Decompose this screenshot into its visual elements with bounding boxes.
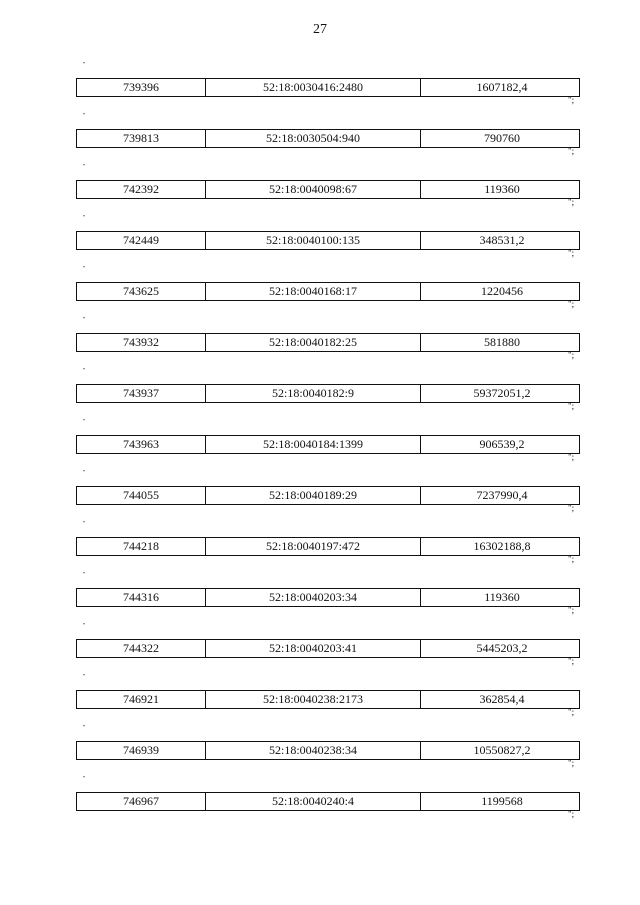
table-row — [76, 180, 580, 199]
table-row — [76, 129, 580, 148]
record-id-cell: 743932 — [77, 334, 206, 351]
close-quote-mark: "; — [568, 656, 575, 666]
close-quote-mark: "; — [568, 758, 575, 768]
table-row-block — [76, 776, 580, 836]
value-cell — [421, 79, 579, 96]
close-quote-mark: "; — [568, 248, 575, 258]
cadastral-number-cell: 52:18:0030504:940 — [206, 130, 421, 147]
value-cell — [421, 232, 579, 249]
value-cell — [421, 538, 579, 555]
value-cell — [421, 487, 579, 504]
open-quote-mark: " — [83, 521, 86, 527]
open-quote-mark: " — [83, 113, 86, 119]
value-text: 119360 — [484, 182, 520, 196]
close-quote-mark: "; — [568, 809, 575, 819]
value-text: 7237990,4 — [476, 488, 528, 502]
table-row — [76, 78, 580, 97]
value-cell — [421, 283, 579, 300]
page-number: 27 — [313, 22, 327, 37]
open-quote-mark: " — [83, 419, 86, 425]
table-row — [76, 282, 580, 301]
value-text: 10550827,2 — [473, 743, 531, 757]
value-cell — [421, 181, 579, 198]
value-text: 362854,4 — [479, 692, 525, 706]
record-id-cell: 744055 — [77, 487, 206, 504]
open-quote-mark: " — [83, 776, 86, 782]
cadastral-number-cell: 52:18:0030416:2480 — [206, 79, 421, 96]
table-row — [76, 741, 580, 760]
open-quote-mark: " — [83, 368, 86, 374]
cadastral-number-cell: 52:18:0040240:4 — [206, 793, 421, 810]
open-quote-mark: " — [83, 266, 86, 272]
open-quote-mark: " — [83, 62, 86, 68]
close-quote-mark: "; — [568, 95, 575, 105]
value-cell — [421, 589, 579, 606]
record-id-cell: 744316 — [77, 589, 206, 606]
value-cell — [421, 385, 579, 402]
record-id-cell: 743937 — [77, 385, 206, 402]
close-quote-mark: "; — [568, 605, 575, 615]
record-id-cell: 742449 — [77, 232, 206, 249]
table-row — [76, 231, 580, 250]
record-id-cell: 746921 — [77, 691, 206, 708]
cadastral-number-cell: 52:18:0040203:41 — [206, 640, 421, 657]
value-cell — [421, 130, 579, 147]
table-row — [76, 486, 580, 505]
value-cell — [421, 793, 579, 810]
table-row — [76, 333, 580, 352]
record-id-cell: 744218 — [77, 538, 206, 555]
open-quote-mark: " — [83, 623, 86, 629]
close-quote-mark: "; — [568, 554, 575, 564]
close-quote-mark: "; — [568, 401, 575, 411]
table-row — [76, 537, 580, 556]
value-cell — [421, 334, 579, 351]
open-quote-mark: " — [83, 470, 86, 476]
record-id-cell: 746939 — [77, 742, 206, 759]
table-row — [76, 588, 580, 607]
record-id-cell: 746967 — [77, 793, 206, 810]
record-id-cell: 744322 — [77, 640, 206, 657]
open-quote-mark: " — [83, 215, 86, 221]
value-text: 906539,2 — [479, 437, 525, 451]
record-id-cell: 739396 — [77, 79, 206, 96]
value-cell — [421, 640, 579, 657]
record-id-cell: 743625 — [77, 283, 206, 300]
close-quote-mark: "; — [568, 452, 575, 462]
value-cell — [421, 436, 579, 453]
cadastral-number-cell: 52:18:0040238:34 — [206, 742, 421, 759]
open-quote-mark: " — [83, 164, 86, 170]
value-cell — [421, 691, 579, 708]
table-row — [76, 384, 580, 403]
cadastral-number-cell: 52:18:0040168:17 — [206, 283, 421, 300]
value-text: 1199568 — [481, 794, 523, 808]
cadastral-number-cell: 52:18:0040182:9 — [206, 385, 421, 402]
value-text: 16302188,8 — [473, 539, 531, 553]
record-id-cell: 742392 — [77, 181, 206, 198]
cadastral-number-cell: 52:18:0040203:34 — [206, 589, 421, 606]
cadastral-number-cell: 52:18:0040184:1399 — [206, 436, 421, 453]
value-text: 1220456 — [481, 284, 523, 298]
value-text: 348531,2 — [479, 233, 525, 247]
value-cell — [421, 742, 579, 759]
open-quote-mark: " — [83, 674, 86, 680]
value-text: 5445203,2 — [476, 641, 528, 655]
close-quote-mark: "; — [568, 707, 575, 717]
open-quote-mark: " — [83, 572, 86, 578]
close-quote-mark: "; — [568, 350, 575, 360]
value-text: 59372051,2 — [473, 386, 531, 400]
table-row — [76, 690, 580, 709]
open-quote-mark: " — [83, 317, 86, 323]
close-quote-mark: "; — [568, 503, 575, 513]
cadastral-number-cell: 52:18:0040100:135 — [206, 232, 421, 249]
value-text: 119360 — [484, 590, 520, 604]
record-id-cell: 739813 — [77, 130, 206, 147]
table-row — [76, 792, 580, 811]
open-quote-mark: " — [83, 725, 86, 731]
cadastral-number-cell: 52:18:0040238:2173 — [206, 691, 421, 708]
cadastral-number-cell: 52:18:0040182:25 — [206, 334, 421, 351]
cadastral-number-cell: 52:18:0040197:472 — [206, 538, 421, 555]
close-quote-mark: "; — [568, 299, 575, 309]
value-text: 1607182,4 — [476, 80, 528, 94]
table-row — [76, 639, 580, 658]
value-text: 581880 — [484, 335, 520, 349]
cadastral-number-cell: 52:18:0040098:67 — [206, 181, 421, 198]
cadastral-number-cell: 52:18:0040189:29 — [206, 487, 421, 504]
close-quote-mark: "; — [568, 197, 575, 207]
value-text: 790760 — [484, 131, 520, 145]
close-quote-mark: "; — [568, 146, 575, 156]
record-id-cell: 743963 — [77, 436, 206, 453]
table-row — [76, 435, 580, 454]
